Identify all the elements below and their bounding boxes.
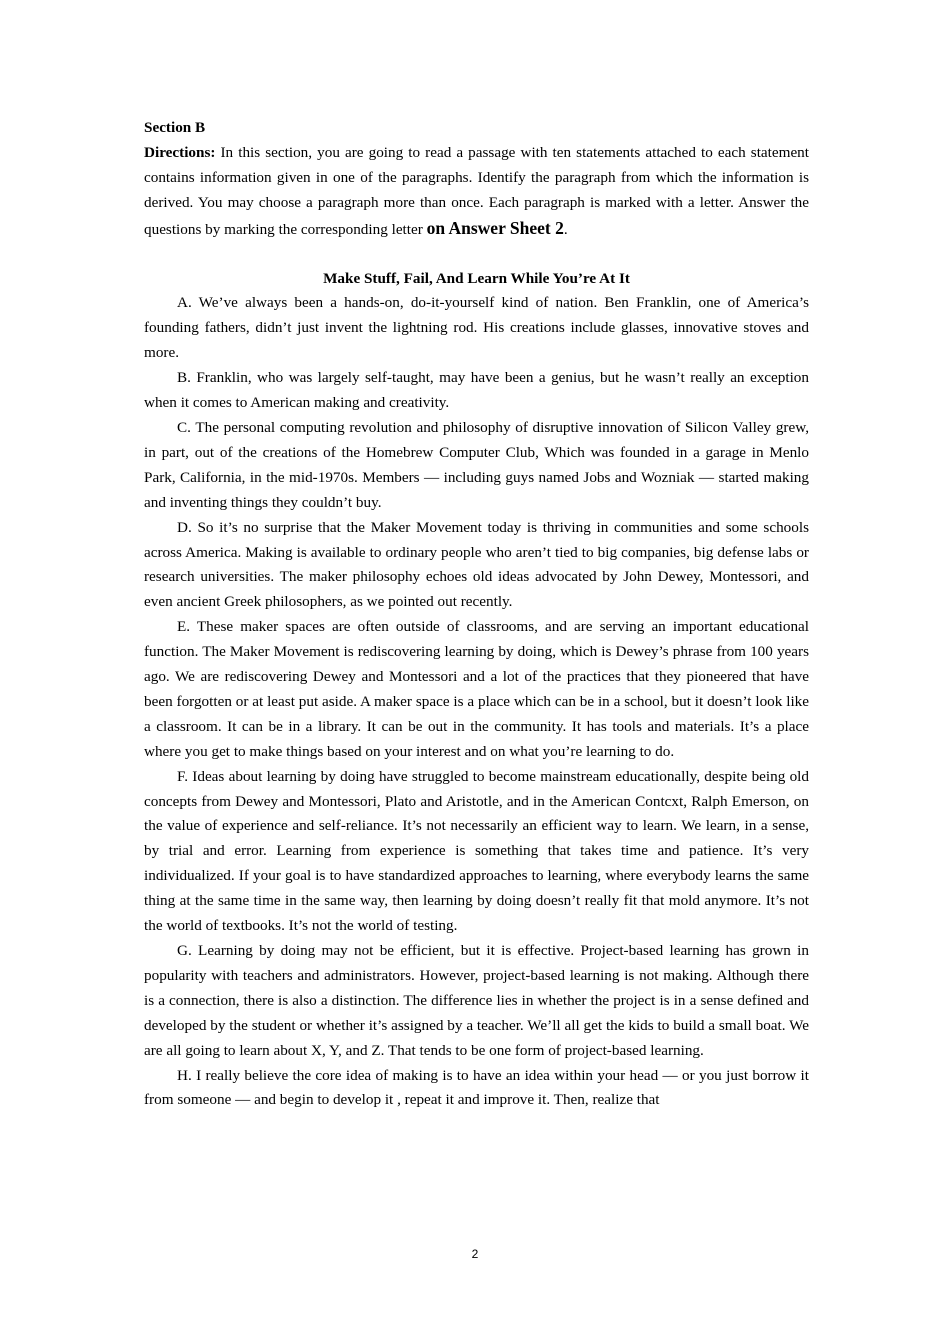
paragraph-h: H. I really believe the core idea of making is to have an idea within your head — or you just borrow it from someone — and begin to develop it , repeat it and improve it. Then, realize that — [144, 1066, 809, 1109]
answer-sheet-emphasis: on Answer Sheet 2 — [426, 217, 564, 238]
directions-label: Directions: — [144, 143, 216, 161]
paragraph-a: A. We’ve always been a hands-on, do-it-yourself kind of nation. Ben Franklin, one of America’s founding fathers, didn’t just invent the lightning rod. His creations include glasses, innovative stoves and more. — [144, 294, 809, 362]
page-number: 2 — [471, 1247, 479, 1261]
paragraph-c: C. The personal computing revolution and philosophy of disruptive innovation of Silicon Valley grew, in part, out of the creations of the Homebrew Computer Club, Which was founded in a garage in Menlo Park, California, in the mid-1970s. Members — including guys named Jobs and Wozniak — started making and inventing things they couldn’t buy. — [144, 418, 809, 511]
paragraph-f: F. Ideas about learning by doing have struggled to become mainstream educationally, despite being old concepts from Dewey and Montessori, Plato and Aristotle, and in the American Contcxt, Ralph Emerson, on the value of experience and self-reliance. It’s not necessarily an efficient way to learn. We learn, in a sense, by trial and error. Learning from experience is something that takes time and patience. It’s very individualized. If your goal is to have standardized approaches to learning, where everybody learns the same thing at the same time in the same way, then learning by doing doesn’t really fit that mold anymore. It’s not the world of textbooks. It’s not the world of testing. — [144, 767, 809, 935]
paragraph-b: B. Franklin, who was largely self-taught, may have been a genius, but he wasn’t really an exception when it comes to American making and creativity. — [144, 369, 809, 412]
paragraph-d: D. So it’s no surprise that the Maker Movement today is thriving in communities and some schools across America. Making is available to ordinary people who aren’t tied to big companies, big defense labs or research universities. The maker philosophy echoes old ideas advocated by John Dewey, Montessori, and even ancient Greek philosophers, as we pointed out recently. — [144, 518, 809, 611]
document-page — [144, 116, 809, 1113]
paragraph-g: G. Learning by doing may not be efficient, but it is effective. Project-based learning has grown in popularity with teachers and administrators. However, project-based learning is not making. Although there is a connection, there is also a distinction. The difference lies in whether the project is in a sense defined and developed by the student or whether it’s assigned by a teacher. We’ll all get the kids to build a small boat. We are all going to learn about X, Y, and Z. That tends to be one form of project-based learning. — [144, 942, 809, 1059]
directions-text — [144, 141, 809, 243]
section-heading: Section B — [144, 119, 206, 136]
passage-title: Make Stuff, Fail, And Learn While You’re At It — [323, 269, 630, 287]
directions-end: . — [563, 220, 568, 238]
directions-body: In this section, you are going to read a passage with ten statements attached to each statement contains information given in one of the paragraphs. Identify the paragraph from which the information is derived. You may choose a paragraph more than once. Each paragraph is marked with a letter. Answer the questions by marking the corresponding letter — [144, 143, 809, 238]
paragraph-e: E. These maker spaces are often outside of classrooms, and are serving an important educational function. The Maker Movement is rediscovering learning by doing, which is Dewey’s phrase from 100 years ago. We are rediscovering Dewey and Montessori and a lot of the practices that they pioneered that have been forgotten or at least put aside. A maker space is a place which can be in a school, but it doesn’t look like a classroom. It can be in a library. It can be out in the community. It has tools and materials. It’s a place where you get to make things based on your interest and on what you’re learning to do. — [144, 618, 809, 760]
